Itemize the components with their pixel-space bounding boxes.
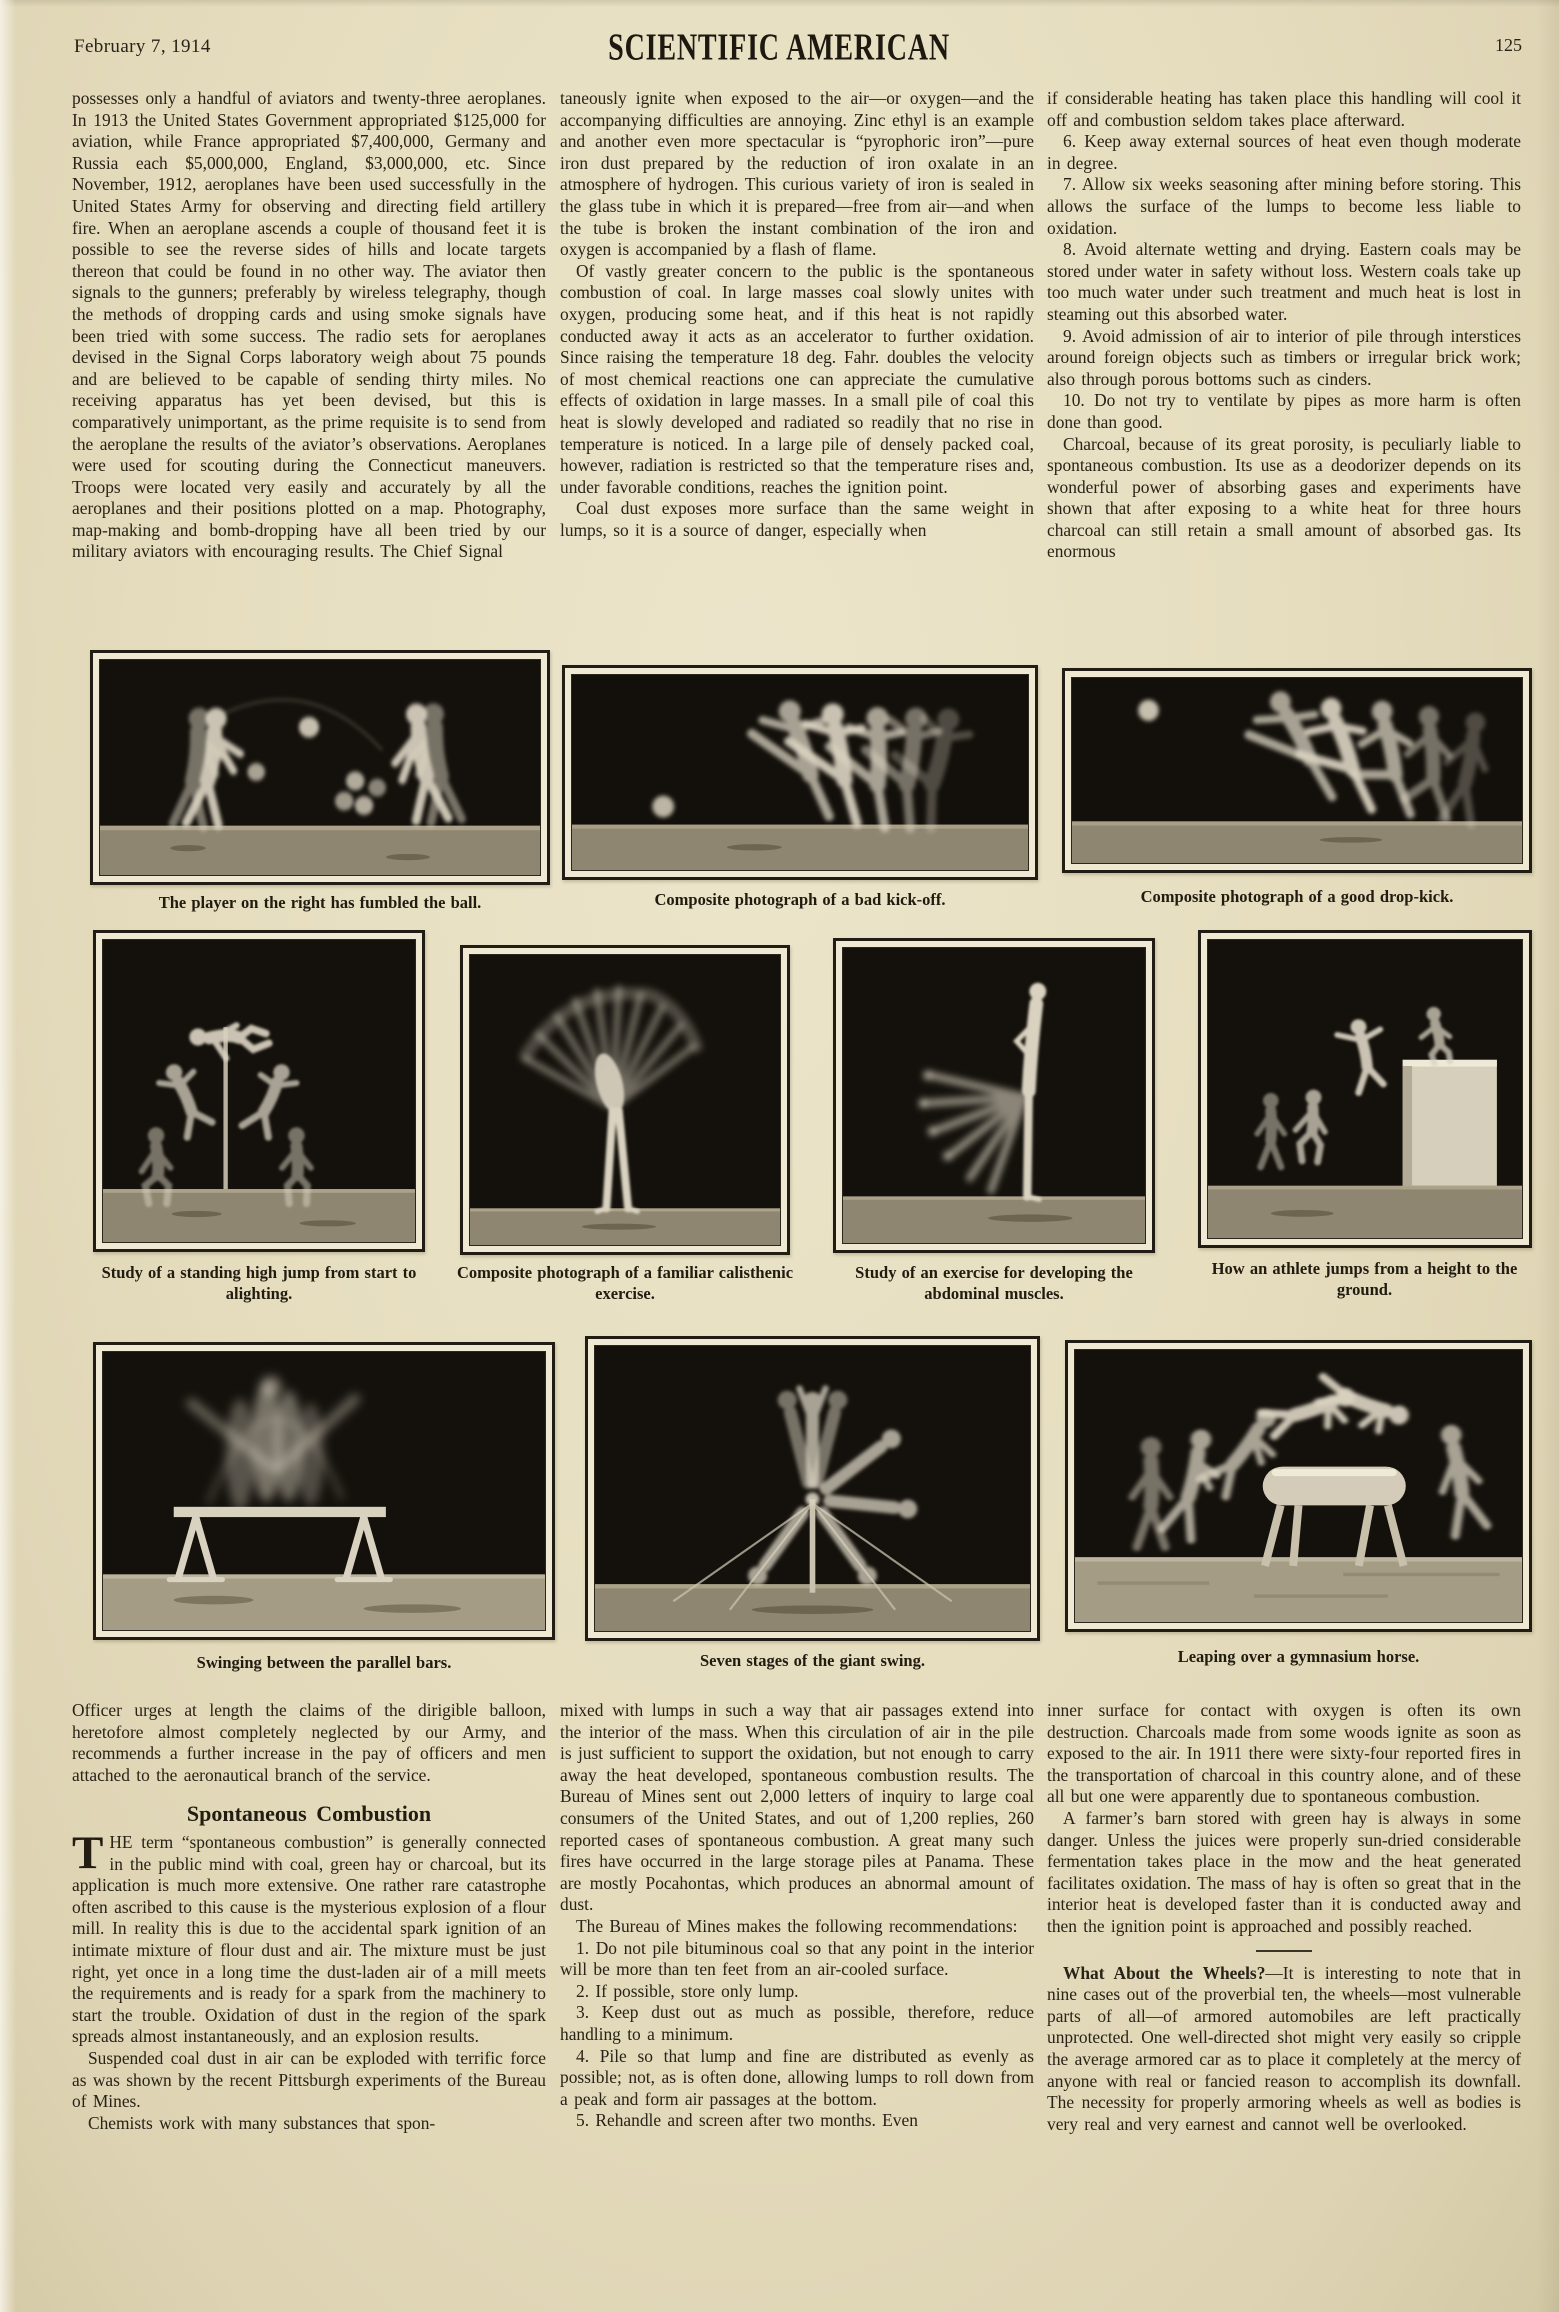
photo-high-jump-image <box>103 940 415 1242</box>
caption-fumbled-ball: The player on the right has fumbled the ball. <box>158 893 482 912</box>
photo-bad-kickoff <box>562 665 1038 880</box>
caption-high-jump: Study of a standing high jump from start to alighting. <box>101 1263 417 1303</box>
list-item: 5. Rehandle and screen after two months. Even <box>576 2110 918 2131</box>
paragraph: Officer urges at length the claims of the dirigible balloon, heretofore almost completely neglected by our Army, and recommends a further increase in the pay of officers and men attached to the aeronautical branch of the service. <box>72 1700 546 1785</box>
list-item: 2. If possible, store only lump. <box>576 1980 799 2001</box>
ball <box>652 796 674 818</box>
list-item: 6. Keep away external sources of heat even though moderate in degree. <box>1047 131 1521 173</box>
caption-jump-from-height: How an athlete jumps from a height to the ground. <box>1211 1259 1518 1299</box>
paragraph: Charcoal, because of its great porosity, is peculiarly liable to spontaneous combustion. Its use as a deodorizer depends on its wonderful power of absorbing gases and experiments have shown that after exposing to a white heat for three hours charcoal can still retain a small amount of absorbed gas. Its enormous <box>1047 433 1521 562</box>
masthead <box>0 26 1559 68</box>
photo-fumbled-ball <box>90 650 550 885</box>
ball <box>1138 700 1159 721</box>
top-column-1 <box>72 88 546 563</box>
paragraph: if considerable heating has taken place this handling will cool it off and combustion seldom takes place afterward. <box>1047 88 1521 130</box>
bottom-column-2 <box>560 1700 1034 2132</box>
photo-gym-horse <box>1065 1340 1532 1632</box>
photo-parallel-bars <box>93 1342 555 1640</box>
photo-high-jump <box>93 930 425 1252</box>
list-item: 4. Pile so that lump and fine are distributed as evenly as possible; not, as is often done, allowing lumps to roll down from a peak and form air passages at the bottom. <box>560 2045 1034 2109</box>
photo-calisthenic-image <box>470 955 780 1245</box>
paragraph: mixed with lumps in such a way that air passages extend into the interior of the mass. When this circulation of air in the pile is just sufficient to support the oxidation, but not enough to carry away the heat developed, spontaneous combustion results. The Bureau of Mines sent out 2,000 letters of inquiry to large coal consumers of the United States, and out of 1,200 replies, 260 reported cases of spontaneous combustion. A great many such fires have occurred in the large storage piles at Panama. These are mostly Pocahontas, which produces an abnormal amount of dust. <box>560 1700 1034 1915</box>
paragraph: A farmer’s barn stored with green hay is always in some danger. Unless the juices were properly sun-dried considerable fermentation takes place in the mow and the heat generated facilitates oxidation. The mass of hay is often so great that in the interior heat is developed faster than it is conducted away and then the ignition point is approached and possibly reached. <box>1047 1807 1521 1936</box>
section-divider <box>1256 1950 1312 1952</box>
caption-parallel-bars: Swinging between the parallel bars. <box>196 1653 452 1672</box>
photo-good-dropkick <box>1062 668 1532 873</box>
drop-cap: T <box>72 1826 104 1879</box>
list-item: 1. Do not pile bituminous coal so that any point in the interior will be more than ten feet from an air-cooled surface. <box>560 1937 1034 1980</box>
issue-date: February 7, 1914 <box>74 36 211 57</box>
paragraph: The Bureau of Mines makes the following recommendations: <box>576 1915 1018 1936</box>
caption-abdominal: Study of an exercise for developing the abdominal muscles. <box>855 1263 1133 1303</box>
paragraph: possesses only a handful of aviators and twenty-three aeroplanes. In 1913 the United States Government appropriated $125,000 for aviation, while France appropriated $7,400,000, Germany and Russia each $5,000,000, England, $3,000,000, etc. Since November, 1912, aeroplanes have been used successfully in the United States Army for observing and directing field artillery fire. When an aeroplane ascends a couple of thousand feet it is possible to see the reverse sides of hills and locate targets thereon that could be found in no other way. The aviator then signals to the gunners; preferably by wireless telegraphy, though the methods of dropping cards and using smoke signals have been tried with some success. The radio sets for aeroplanes devised in the Signal Corps laboratory weigh about 75 pounds and are believed to be capable of sending thirty miles. No receiving apparatus has yet been devised, but this is comparatively unimportant, as the prime requisite is to send from the aeroplane the results of the aviator’s observations. Aeroplanes were used for scouting during the Connecticut maneuvers. Troops were located very easily and accurately by all the aeroplanes and their positions plotted on a map. Photography, map-making and bomb-dropping have all been tried by our military aviators with encouraging results. The Chief Signal <box>72 88 546 562</box>
top-column-3 <box>1047 88 1521 563</box>
paragraph-dropcap <box>72 1826 546 2048</box>
photo-jump-from-height <box>1198 930 1532 1248</box>
photo-gym-horse-image <box>1075 1350 1522 1622</box>
pedestal <box>1403 1060 1497 1186</box>
photo-bad-kickoff-image <box>572 675 1028 870</box>
paragraph: Suspended coal dust in air can be exploded with terrific force as was shown by the recent Pittsburgh experiments of the Bureau of Mines. <box>72 2047 546 2112</box>
caption-good-dropkick: Composite photograph of a good drop-kick. <box>1140 887 1454 906</box>
photo-parallel-bars-image <box>103 1352 545 1630</box>
photo-jump-from-height-image <box>1208 940 1522 1238</box>
list-item: 7. Allow six weeks seasoning after mining before storing. This allows the surface of the lumps to become less liable to oxidation. <box>1047 174 1521 238</box>
list-item: 3. Keep dust out as much as possible, therefore, reduce handling to a minimum. <box>560 2002 1034 2044</box>
photo-good-dropkick-image <box>1072 678 1522 863</box>
list-item: 10. Do not try to ventilate by pipes as more harm is often done than good. <box>1047 390 1521 432</box>
paragraph: inner surface for contact with oxygen is often its own destruction. Charcoals made from some woods ignite as soon as exposed to the air. In 1911 there were sixty-four reported fires in the transportation of charcoal in this country alone, and of these all but one were apparently due to spontaneous combustion. <box>1047 1700 1521 1807</box>
caption-giant-swing: Seven stages of the giant swing. <box>699 1651 925 1670</box>
paragraph: Coal dust exposes more surface than the same weight in lumps, so it is a source of danger, especially when <box>560 498 1034 540</box>
paragraph-text: —It is interesting to note that in nine cases out of the proverbial ten, the wheels—most vulnerable parts of all—of armored automobiles are left practically unprotected. One well-directed shot might very easily so cripple the average armored car as to place it completely at the mercy of anyone with real or fancied reason to accomplish its downfall. The necessity for properly armoring wheels as well as bodies is very real and very earnest and cannot well be overlooked. <box>1047 1962 1522 2134</box>
bottom-column-3 <box>1047 1700 1521 2135</box>
photo-fumbled-ball-image <box>100 660 540 875</box>
caption-bad-kickoff: Composite photograph of a bad kick-off. <box>654 890 946 909</box>
photo-calisthenic <box>460 945 790 1255</box>
paragraph-lead: What About the Wheels? <box>1063 1962 1266 1983</box>
masthead-title: SCIENTIFIC AMERICAN <box>608 26 951 68</box>
photo-giant-swing-image <box>595 1346 1030 1631</box>
photo-abdominal-image <box>843 948 1145 1243</box>
top-column-2 <box>560 88 1034 541</box>
bottom-column-1 <box>72 1700 546 2134</box>
list-item: 9. Avoid admission of air to interior of pile through interstices around foreign objects such as timbers or irregular brick work; also through porous bottoms such as cinders. <box>1047 325 1521 389</box>
photo-giant-swing <box>585 1336 1040 1641</box>
section-heading: Spontaneous Combustion <box>186 1801 432 1827</box>
photo-abdominal <box>833 938 1155 1253</box>
page-number: 125 <box>1495 35 1522 55</box>
paragraph: Chemists work with many substances that spon- <box>88 2112 436 2133</box>
caption-calisthenic: Composite photograph of a familiar calisthenic exercise. <box>456 1263 794 1303</box>
caption-gym-horse: Leaping over a gymnasium horse. <box>1177 1647 1420 1666</box>
paragraph: Of vastly greater concern to the public is the spontaneous combustion of coal. In large masses coal slowly unites with oxygen, producing some heat, and if this heat is not rapidly conducted away it acts as an accelerator to further oxidation. Since raising the temperature 18 deg. Fahr. doubles the velocity of most chemical reactions one can appreciate the cumulative effects of oxidation in large masses. In a small pile of coal this heat is slowly developed and radiated so readily that no rise in temperature is noticed. In a large pile of densely packed coal, however, radiation is restricted so that the temperature rises and, under favorable conditions, reaches the ignition point. <box>560 260 1034 497</box>
paragraph-text: HE term “spontaneous combustion” is generally connected in the public mind with coal, green hay or charcoal, but its application is much more extensive. One rather rare catastrophe often ascribed to this cause is the mysterious explosion of a flour mill. In reality this is due to the accidental spark ignition of an intimate mixture of flour dust and air. The mixture must be just right, yet once in a long time the dust-laden air of a mill meets the requirements and is ready for a spark from the machinery to start the trouble. Oxidation of dust in the region of the spark spreads almost instantaneously, and an explosion results. <box>72 1831 546 2047</box>
list-item: 8. Avoid alternate wetting and drying. Eastern coals may be stored under water in safety without loss. Western coals take up too much water under such treatment and much heat is lost in steaming out this absorbed water. <box>1047 239 1521 324</box>
paragraph-wheels <box>1047 1963 1521 2136</box>
paragraph: taneously ignite when exposed to the air—or oxygen—and the accompanying difficulties are annoying. Zinc ethyl is an example and another even more spectacular is “pyrophoric iron”—pure iron dust prepared by the reduction of iron oxalate in an atmosphere of hydrogen. This curious variety of iron is sealed in the glass tube in which it is prepared—free from air—and when the tube is broken the instant combination of the iron and oxygen is accompanied by a flash of flame. <box>560 88 1034 260</box>
